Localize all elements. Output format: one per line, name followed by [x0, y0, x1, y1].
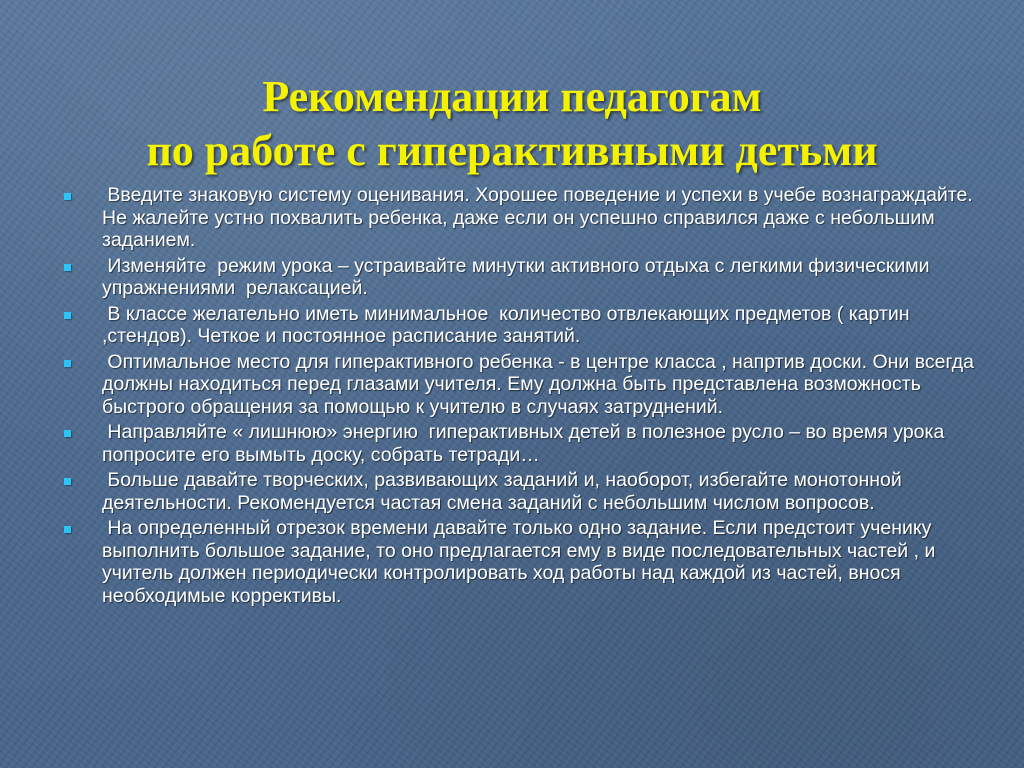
square-bullet-icon	[64, 312, 71, 319]
bullet-text: Оптимальное место для гиперактивного ребенка - в центре класса , напртив доски. Они всегда должны находиться перед глазами учителя. Ему должна быть представлена возможность быстрого обращения за помощью к учителю в случаях затруднений.	[102, 350, 980, 418]
square-bullet-icon	[64, 264, 71, 271]
square-bullet-icon	[64, 526, 71, 533]
bullet-item	[64, 255, 984, 300]
bullet-item	[64, 517, 984, 607]
slide-title	[0, 70, 1024, 178]
bullet-item	[64, 469, 984, 514]
square-bullet-icon	[64, 193, 71, 200]
title-line-1: Рекомендации педагогам	[262, 72, 762, 121]
title-line-2: по работе с гиперактивными детьми	[146, 126, 878, 175]
bullet-text: Введите знаковую систему оценивания. Хорошее поведение и успехи в учебе вознаграждайте. Не жалейте устно похвалить ребенка, даже если он успешно справился даже с небольшим заданием.	[102, 184, 979, 251]
square-bullet-icon	[64, 478, 71, 485]
bullet-text: На определенный отрезок времени давайте только одно задание. Если предстоит ученику выполнить большое задание, то оно предлагается ему в виде последовательных частей , и учитель должен периодически контролировать ход работы над каждой из частей, внося необходимые коррективы.	[102, 517, 941, 607]
bullet-text: Больше давайте творческих, развивающих заданий и, наоборот, избегайте монотонной деятельности. Рекомендуется частая смена заданий с небольшим числом вопросов.	[102, 469, 908, 514]
bullet-item	[64, 351, 984, 419]
bullet-text: Направляйте « лишнюю» энергию гиперактивных детей в полезное русло – во время урока попросите его вымыть доску, собрать тетради…	[102, 421, 950, 466]
bullet-text: Изменяйте режим урока – устраивайте минутки активного отдыха с легкими физическими упражнениями релаксацией.	[102, 254, 935, 299]
bullet-item	[64, 421, 984, 466]
square-bullet-icon	[64, 360, 71, 367]
square-bullet-icon	[64, 430, 71, 437]
bullet-item	[64, 303, 984, 348]
bullet-item	[64, 184, 984, 252]
bullet-text: В классе желательно иметь минимальное количество отвлекающих предметов ( картин ,стендов). Четкое и постоянное расписание занятий.	[102, 302, 915, 347]
bullet-list	[64, 184, 984, 610]
